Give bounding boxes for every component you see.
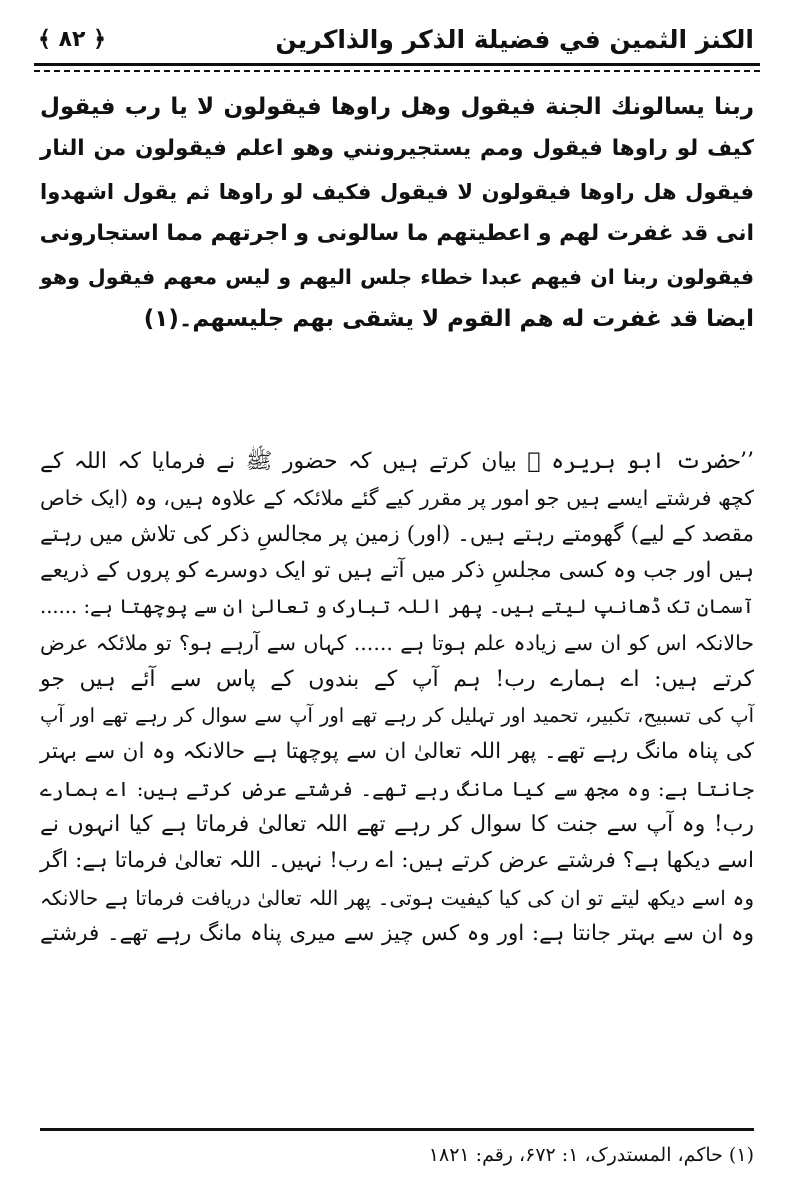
urdu-line: کچھ فرشتے ایسے ہیں جو امور پر مقرر کیے گئے ملائکہ کے علاوہ ہیں، وہ (ایک خاص — [40, 486, 754, 511]
arabic-line: ايضا قد غفرت له هم القوم لا يشقى بهم جليسهم۔(۱) — [143, 306, 754, 333]
arabic-line: فيقول هل راوها فيقولون لا فيقول فكيف لو راوها ثم يقول اشهدوا — [40, 179, 754, 204]
page-number: ﴿ ۸۲ ﴾ — [38, 26, 106, 52]
footnote: (۱) حاکم، المستدرک، ۱: ۶۷۲، رقم: ۱۸۲۱ — [428, 1144, 754, 1166]
arabic-line: ربنا يسالونك الجنة فيقول وهل راوها فيقولون لا يا رب فيقول — [40, 94, 754, 120]
arabic-line: انى قد غفرت لهم و اعطيتهم ما سالونى و اجرتهم مما استجارونى — [39, 221, 754, 247]
running-title: الكنز الثمين في فضيلة الذكر والذاكرين — [275, 24, 754, 54]
urdu-line: حالانکہ اس کو ان سے زیادہ علم ہوتا ہے ...... کہاں سے آرہے ہو؟ تو ملائکہ عرض — [40, 631, 754, 656]
urdu-line: آپ کی تسبیح، تکبیر، تحمید اور تہلیل کر رہے تھے اور آپ سے سوال کر رہے تھے اور آپ — [40, 704, 754, 728]
urdu-line: رب! وہ آپ سے جنت کا سوال کر رہے تھے اللہ تعالیٰ فرماتا ہے کیا انہوں نے — [40, 811, 754, 837]
urdu-line: آسمان تک ڈھانپ لیتے ہیں۔ پھر اللہ تبارک و تعالیٰ ان سے پوچھتا ہے: ...... — [40, 595, 754, 619]
header-dashed-rule — [34, 70, 760, 72]
urdu-line: وہ ان سے بہتر جانتا ہے: اور وہ کس چیز سے میری پناہ مانگ رہے تھے۔ فرشتے — [40, 920, 754, 946]
arabic-line: فيقولون ربنا ان فيهم عبدا خطاء جلس اليهم و ليس معهم فيقول وهو — [40, 264, 754, 289]
header-rule — [34, 63, 760, 66]
footnote-rule — [40, 1128, 754, 1131]
page-header — [34, 18, 760, 60]
arabic-hadith-text — [40, 86, 754, 340]
urdu-line: کرتے ہیں: اے ہمارے رب! ہم آپ کے بندوں کے پاس سے آئے ہیں جو — [40, 666, 754, 692]
arabic-line: كيف لو راوها فيقول ومم يستجيرونني وهو اعلم فيقولون من النار — [40, 136, 754, 162]
urdu-line: ’’حضرت ابو ہریرہ ﷛ بیان کرتے ہیں کہ حضور ﷺ نے فرمایا کہ اللہ کے — [40, 449, 754, 474]
urdu-line: وہ اسے دیکھ لیتے تو ان کی کیا کیفیت ہوتی۔ پھر اللہ تعالیٰ دریافت فرماتا ہے حالانکہ — [40, 885, 754, 910]
urdu-line: مقصد کے لیے) گھومتے رہتے ہیں۔ (اور) زمین پر مجالسِ ذکر کی تلاش میں رہتے — [40, 521, 754, 547]
urdu-line: ہیں اور جب وہ کسی مجلسِ ذکر میں آتے ہیں تو ایک دوسرے کو پروں کے ذریعے — [40, 557, 754, 583]
urdu-translation — [40, 444, 754, 952]
urdu-line: جانتا ہے: وہ مجھ سے کیا مانگ رہے تھے۔ فرشتے عرض کرتے ہیں: اے ہمارے — [40, 776, 754, 801]
urdu-line: اسے دیکھا ہے؟ فرشتے عرض کرتے ہیں: اے رب! نہیں۔ اللہ تعالیٰ فرماتا ہے: اگر — [40, 848, 754, 874]
urdu-line: کی پناہ مانگ رہے تھے۔ پھر اللہ تعالیٰ ان سے پوچھتا ہے حالانکہ وہ ان سے بہتر — [40, 739, 754, 765]
